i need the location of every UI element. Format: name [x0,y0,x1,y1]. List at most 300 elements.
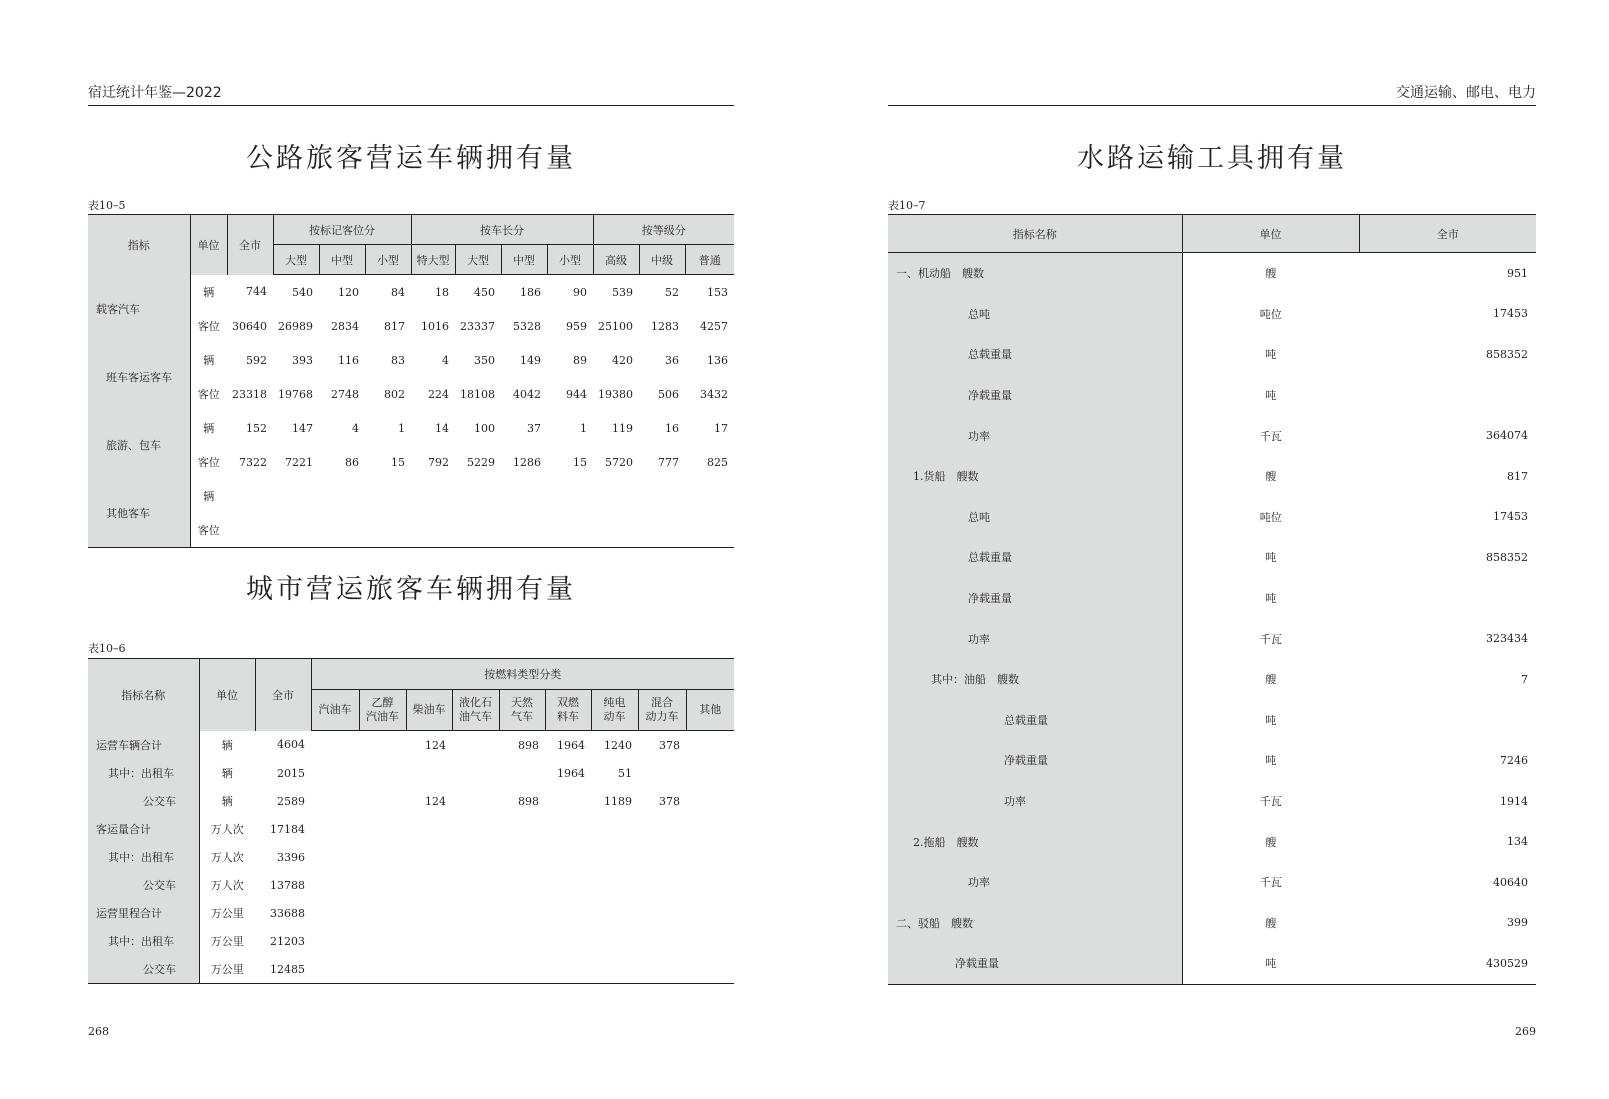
value-cell: 1 [580,421,588,435]
value-cell [311,899,359,927]
header-sub [452,690,499,731]
unit-cell: 千瓦 [1259,876,1282,890]
value-cell: 40640 [1493,875,1528,889]
value-cell: 136 [707,353,729,367]
value-cell: 792 [428,455,450,469]
value-cell [365,513,411,548]
value-cell: 1964 [557,766,585,780]
value-cell: 3432 [700,387,729,401]
value-cell: 23318 [232,387,267,401]
header-city: 全市 [227,215,273,275]
table-10-7 [888,214,1536,985]
header-group-seats: 按标记客位分 [273,215,411,245]
unit-cell: 艘 [1265,470,1277,484]
header-sub-line: 汽油车 [366,710,399,723]
row-label: 其中：出租车 [88,759,199,787]
value-cell: 898 [518,794,539,808]
value-cell [686,759,734,787]
value-cell [591,955,638,984]
header-sub: 大型 [455,245,501,275]
unit-cell: 吨 [1265,551,1277,565]
value-cell: 539 [612,285,634,299]
value-cell [359,759,406,787]
value-cell [452,899,499,927]
unit-cell: 艘 [1265,835,1277,849]
unit-cell: 万人次 [210,851,244,864]
value-cell: 1914 [1500,794,1528,808]
value-cell [455,513,501,548]
value-cell: 152 [246,421,267,435]
table-row [888,781,1536,822]
value-cell: 506 [658,387,680,401]
row-label: 公交车 [88,955,199,984]
row-label: 公交车 [88,787,199,815]
table-row [888,659,1536,700]
value-cell: 5229 [467,455,496,469]
unit-cell: 万人次 [210,823,244,836]
value-cell [311,787,359,815]
value-cell [591,899,638,927]
value-cell [1359,700,1536,741]
value-cell [686,871,734,899]
value-cell: 825 [707,455,729,469]
unit-cell: 客位 [197,456,220,469]
value-cell: 1 [398,421,406,435]
header-sub: 普通 [685,245,734,275]
table-row [88,843,734,871]
value-cell [1359,375,1536,416]
value-cell: 21203 [270,934,305,948]
value-cell: 592 [246,353,267,367]
value-cell: 4 [352,421,359,435]
value-cell [311,731,359,760]
value-cell [311,955,359,984]
value-cell [593,513,639,548]
value-cell: 37 [527,421,542,435]
value-cell [545,955,591,984]
table-10-5-number: 表10–5 [88,199,126,212]
header-sub: 中型 [319,245,365,275]
value-cell: 2834 [331,319,359,333]
value-cell: 119 [612,421,634,435]
table-row [888,294,1536,335]
row-label: 总吨 [888,294,1182,335]
header-sub [359,690,406,731]
value-cell: 51 [618,766,632,780]
value-cell [452,955,499,984]
header-sub-line: 气车 [511,710,533,723]
header-sub-line: 双燃 [557,696,579,710]
header-sub-line: 料车 [557,710,579,723]
row-label: 运营车辆合计 [88,731,199,760]
header-sub: 特大型 [411,245,455,275]
value-cell: 23337 [460,319,496,333]
header-indicator: 指标 [88,215,190,275]
header-group-grade: 按等级分 [593,215,734,245]
header-sub: 小型 [547,245,593,275]
running-head-left [88,84,734,104]
header-city: 全市 [255,659,311,731]
value-cell: 120 [338,285,359,299]
header-sub-line: 其他 [699,703,722,717]
value-cell [359,815,406,843]
header-city: 全市 [1359,215,1536,253]
table-row [888,618,1536,659]
header-indicator-name: 指标名称 [88,659,199,731]
unit-cell: 辆 [203,422,215,435]
value-cell: 83 [391,353,406,367]
header-sub-line: 纯电 [603,696,626,710]
table-row [888,537,1536,578]
value-cell: 116 [338,353,359,367]
value-cell: 84 [391,285,406,299]
table-row [888,700,1536,741]
value-cell: 944 [566,387,588,401]
value-cell [638,955,686,984]
unit-cell: 吨位 [1259,510,1282,524]
value-cell [499,815,545,843]
value-cell [359,731,406,760]
table-row [888,578,1536,619]
value-cell: 14 [435,421,450,435]
table-row [88,759,734,787]
value-cell [591,843,638,871]
value-cell [638,815,686,843]
table-row [888,862,1536,903]
value-cell: 399 [1507,916,1528,930]
row-label: 净载重量 [888,375,1182,416]
value-cell [452,927,499,955]
value-cell: 52 [665,285,680,299]
row-label: 1.货船 艘数 [888,456,1182,497]
unit-cell: 万公里 [210,935,244,948]
value-cell: 858352 [1486,347,1528,361]
value-cell [686,843,734,871]
value-cell: 7322 [239,455,267,469]
unit-cell: 吨 [1265,389,1277,403]
row-group-label: 载客汽车 [88,275,190,344]
value-cell [359,899,406,927]
value-cell: 7221 [285,455,313,469]
header-sub-line: 混合 [651,696,673,710]
value-cell: 100 [474,421,496,435]
value-cell: 3396 [277,850,305,864]
value-cell: 2748 [331,387,359,401]
value-cell [686,787,734,815]
value-cell: 7 [1521,672,1528,686]
table-row [88,787,734,815]
value-cell [499,871,545,899]
value-cell [406,815,452,843]
value-cell [685,479,734,513]
value-cell [411,479,455,513]
row-label: 二、驳船 艘数 [888,903,1182,944]
value-cell [638,927,686,955]
value-cell [359,871,406,899]
unit-cell: 万人次 [210,879,244,892]
unit-cell: 客位 [197,524,220,537]
table-10-6-number: 表10–6 [88,642,126,655]
value-cell: 7246 [1500,753,1528,767]
value-cell: 951 [1507,266,1528,280]
header-sub-line: 汽油车 [318,703,352,717]
value-cell [686,955,734,984]
value-cell: 2589 [277,794,305,808]
value-cell: 134 [1507,835,1528,849]
value-cell [591,815,638,843]
value-cell [359,843,406,871]
value-cell: 36 [665,353,680,367]
table-row [88,411,734,445]
table-row [888,375,1536,416]
header-rule [88,105,734,106]
header-sub [545,690,591,731]
table-row [888,821,1536,862]
value-cell: 378 [659,738,680,752]
value-cell [593,479,639,513]
header-sub: 小型 [365,245,411,275]
value-cell [452,815,499,843]
value-cell: 898 [518,738,539,752]
row-label: 客运量合计 [88,815,199,843]
value-cell [452,843,499,871]
value-cell: 817 [384,319,406,333]
value-cell [501,479,547,513]
value-cell: 19768 [278,387,313,401]
table-10-7-title: 水路运输工具拥有量 [1077,143,1347,174]
unit-cell: 艘 [1265,267,1277,281]
row-label: 净载重量 [888,943,1182,984]
value-cell [501,513,547,548]
value-cell [639,513,685,548]
unit-cell: 万公里 [210,907,244,920]
value-cell: 4 [442,353,450,367]
value-cell: 153 [707,285,729,299]
value-cell: 378 [659,794,680,808]
header-group-length: 按车长分 [411,215,593,245]
value-cell [273,513,319,548]
table-row [888,497,1536,538]
value-cell: 26989 [278,319,313,333]
value-cell [499,955,545,984]
value-cell: 802 [384,387,406,401]
table-row [88,899,734,927]
value-cell [406,871,452,899]
page-number-right: 269 [1515,1025,1536,1038]
value-cell: 25100 [598,319,634,333]
table-10-6 [88,658,734,984]
value-cell: 124 [425,738,446,752]
value-cell: 323434 [1486,632,1528,646]
unit-cell: 辆 [203,490,215,503]
header-sub-line: 乙醇 [371,696,394,710]
value-cell: 1016 [421,319,450,333]
unit-cell: 吨 [1265,348,1277,362]
value-cell [406,899,452,927]
value-cell: 817 [1507,469,1528,483]
value-cell [686,815,734,843]
value-cell: 17453 [1493,307,1528,321]
header-indicator-name: 指标名称 [888,215,1182,253]
row-label: 功率 [888,862,1182,903]
value-cell [411,513,455,548]
value-cell [311,871,359,899]
header-sub [406,690,452,731]
value-cell [638,843,686,871]
header-sub-line: 柴油车 [412,703,446,717]
value-cell: 1283 [651,319,680,333]
value-cell: 5328 [513,319,542,333]
unit-cell: 千瓦 [1259,632,1282,646]
header-sub-line: 天然 [511,696,533,710]
table-row [888,415,1536,456]
value-cell: 15 [391,455,406,469]
table-10-5-title: 公路旅客营运车辆拥有量 [246,143,576,174]
row-label: 功率 [888,781,1182,822]
table-row [88,955,734,984]
value-cell [547,479,593,513]
value-cell [499,843,545,871]
table-10-7-number: 表10–7 [888,199,926,212]
value-cell [686,731,734,760]
table-row [888,456,1536,497]
header-sub [686,690,734,731]
value-cell [638,899,686,927]
value-cell: 744 [246,285,267,299]
value-cell: 4042 [513,387,542,401]
value-cell [685,513,734,548]
value-cell: 12485 [270,962,305,976]
value-cell: 89 [573,353,588,367]
value-cell [319,479,365,513]
value-cell: 4257 [700,319,729,333]
header-sub-line: 液化石 [459,696,492,710]
unit-cell: 辆 [203,354,215,367]
value-cell [545,843,591,871]
value-cell: 30640 [232,319,267,333]
value-cell: 17184 [270,822,305,836]
value-cell [686,927,734,955]
table-row [888,334,1536,375]
row-label: 公交车 [88,871,199,899]
unit-cell: 万公里 [210,963,244,976]
value-cell [452,787,499,815]
value-cell: 4604 [277,738,305,752]
value-cell [547,513,593,548]
value-cell [638,759,686,787]
value-cell [686,899,734,927]
table-row [88,871,734,899]
value-cell [499,899,545,927]
value-cell: 90 [573,285,588,299]
value-cell: 350 [474,353,496,367]
value-cell: 16 [665,421,680,435]
row-label: 总载重量 [888,537,1182,578]
unit-cell: 吨 [1265,957,1277,971]
value-cell [359,787,406,815]
value-cell [499,759,545,787]
row-label: 总载重量 [888,700,1182,741]
value-cell [227,479,273,513]
value-cell: 2015 [277,766,305,780]
value-cell [545,927,591,955]
row-label: 一、机动船 艘数 [888,253,1182,294]
value-cell [591,871,638,899]
value-cell: 420 [612,353,634,367]
value-cell [591,927,638,955]
header-unit: 单位 [1182,215,1359,253]
header-sub: 高级 [593,245,639,275]
running-head-right [888,84,1536,104]
table-10-5 [88,214,734,548]
value-cell: 13788 [270,878,305,892]
unit-cell: 吨 [1265,592,1277,606]
value-cell [455,479,501,513]
unit-cell: 辆 [221,767,233,780]
value-cell [452,731,499,760]
value-cell [545,815,591,843]
unit-cell: 辆 [221,795,233,808]
value-cell: 86 [345,455,359,469]
value-cell: 33688 [270,906,305,920]
value-cell [365,479,411,513]
row-group-label: 班车客运客车 [88,343,190,411]
value-cell [359,927,406,955]
value-cell [406,759,452,787]
table-row [88,731,734,760]
header-sub: 中型 [501,245,547,275]
row-label: 净载重量 [888,578,1182,619]
table-row [888,903,1536,944]
unit-cell: 吨 [1265,754,1277,768]
value-cell: 1964 [557,738,585,752]
unit-cell: 辆 [221,738,233,752]
value-cell: 1189 [604,794,632,808]
value-cell: 858352 [1486,550,1528,564]
unit-cell: 艘 [1265,916,1277,930]
row-label: 其中：油船 艘数 [888,659,1182,700]
header-sub-line: 动车 [603,710,626,723]
value-cell [359,955,406,984]
table-row [88,343,734,377]
row-label: 其中：出租车 [88,927,199,955]
unit-cell: 千瓦 [1259,795,1282,809]
header-sub: 中级 [639,245,685,275]
value-cell: 224 [428,387,450,401]
value-cell [452,759,499,787]
value-cell: 18 [435,285,450,299]
value-cell [545,871,591,899]
value-cell: 1240 [604,738,632,752]
row-label: 功率 [888,618,1182,659]
left-page [88,0,734,1099]
value-cell [499,927,545,955]
value-cell [545,899,591,927]
value-cell [227,513,273,548]
value-cell: 540 [292,285,313,299]
unit-cell: 吨 [1265,713,1277,727]
row-label: 总载重量 [888,334,1182,375]
row-group-label: 其他客车 [88,479,190,548]
row-label: 其中：出租车 [88,843,199,871]
header-sub [638,690,686,731]
page-number-left: 268 [88,1025,109,1038]
unit-cell: 客位 [197,388,220,401]
header-rule [888,105,1536,106]
value-cell [406,927,452,955]
value-cell: 18108 [460,387,496,401]
table-row [88,927,734,955]
